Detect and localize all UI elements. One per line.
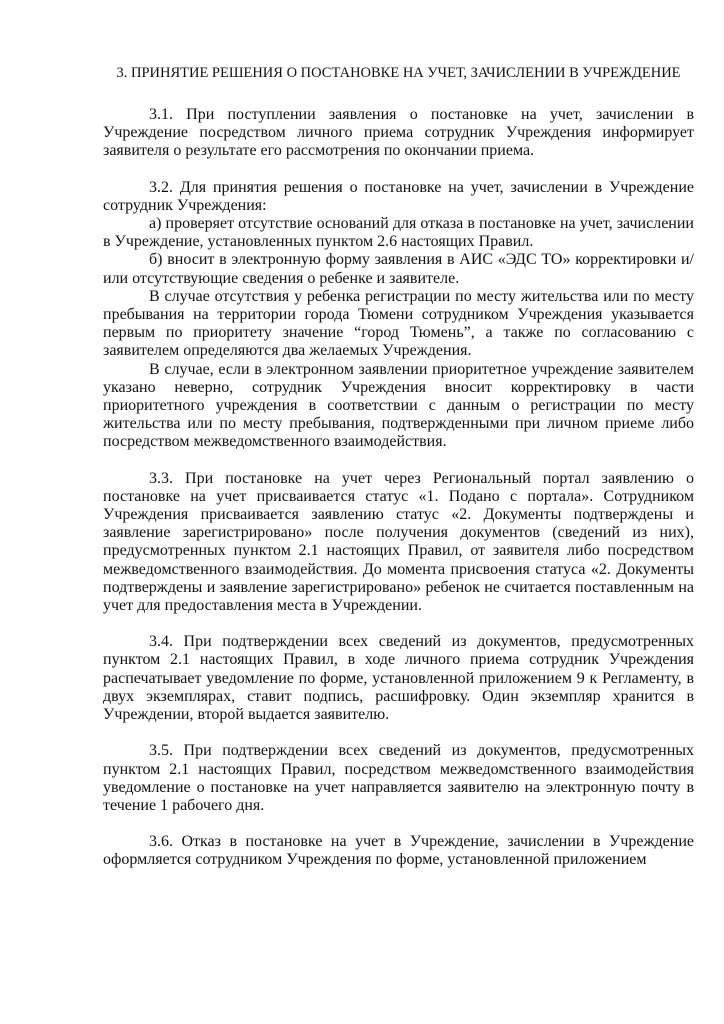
paragraph-gap xyxy=(103,724,694,742)
paragraph-gap xyxy=(103,615,694,633)
section-title: 3. ПРИНЯТИЕ РЕШЕНИЯ О ПОСТАНОВКЕ НА УЧЕТ, ЗАЧИСЛЕНИИ В УЧРЕЖДЕНИЕ xyxy=(116,65,681,81)
paragraph-3-2-b: б) вносит в электронную форму заявления в АИС «ЭДС ТО» корректировки и/или отсутствующие сведения о ребенке и заявителе. xyxy=(103,251,694,287)
paragraph-3-2-no-registration: В случае отсутствия у ребенка регистрации по месту жительства или по месту пребывания на территории города Тюмени сотрудником Учреждения указывается первым по приоритету значение “город Тюмень”, а также по согласованию с заявителем определяются два желаемых Учреждения. xyxy=(103,287,694,360)
paragraph-3-2: 3.2. Для принятия решения о постановке на учет, зачислении в Учреждение сотрудник Учреждения: xyxy=(103,178,694,214)
paragraph-3-2-a: а) проверяет отсутствие оснований для отказа в постановке на учет, зачислении в Учреждение, установленных пунктом 2.6 настоящих Правил. xyxy=(103,215,694,251)
paragraph-3-4: 3.4. При подтверждении всех сведений из документов, предусмотренных пунктом 2.1 настоящих Правил, в ходе личного приема сотрудник Учреждения распечатывает уведомление по форме, установленной приложением 9 к Регламенту, в двух экземплярах, ставит подпись, расшифровку. Один экземпляр хранится в Учреждении, второй выдается заявителю. xyxy=(103,633,694,724)
paragraph-gap xyxy=(103,452,694,470)
paragraph-gap xyxy=(103,161,694,179)
paragraph-3-5: 3.5. При подтверждении всех сведений из документов, предусмотренных пунктом 2.1 настоящих Правил, посредством межведомственного взаимодействия уведомление о постановке на учет направляется заявителю на электронную почту в течение 1 рабочего дня. xyxy=(103,742,694,814)
paragraph-3-6: 3.6. Отказ в постановке на учет в Учреждение, зачислении в Учреждение оформляется сотрудником Учреждения по форме, установленной приложением xyxy=(103,833,694,869)
paragraph-3-2-priority-correction: В случае, если в электронном заявлении приоритетное учреждение заявителем указано неверно, сотрудник Учреждения вносит корректировку в части приоритетного учреждения в соответствии с данным о регистрации по месту жительства или по месту пребывания, подтвержденными при личном приеме либо посредством межведомственного взаимодействия. xyxy=(103,360,694,451)
paragraph-3-3: 3.3. При постановке на учет через Региональный портал заявлению о постановке на учет присваивается статус «1. Подано с портала». Сотрудником Учреждения присваивается заявлению статус «2. Документы подтверждены и заявление зарегистрировано» после получения документов (сведений из них), предусмотренных пунктом 2.1 настоящих Правил, от заявителя либо посредством межведомственного взаимодействия. До момента присвоения статуса «2. Документы подтверждены и заявление зарегистрировано» ребенок не считается поставленным на учет для предоставления места в Учреждении. xyxy=(103,469,694,615)
paragraph-3-1: 3.1. При поступлении заявления о постановке на учет, зачислении в Учреждение посредством личного приема сотрудник Учреждения информирует заявителя о результате его рассмотрения по окончании приема. xyxy=(103,106,694,160)
paragraph-gap xyxy=(103,815,694,833)
